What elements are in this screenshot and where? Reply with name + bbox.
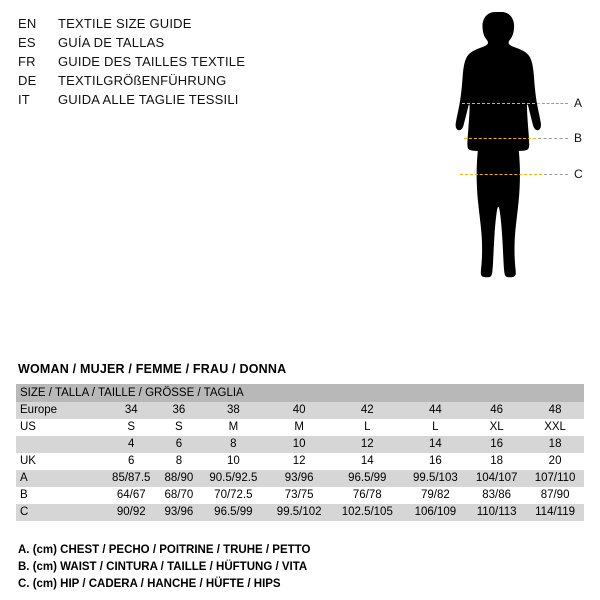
table-cell: XXL — [526, 419, 584, 436]
category-title: WOMAN / MUJER / FEMME / FRAU / DONNA — [18, 362, 287, 376]
table-cell: 85/87.5 — [104, 470, 158, 487]
table-cell: 99.5/103 — [404, 470, 468, 487]
marker-label-c: C — [574, 167, 583, 181]
table-cell: 64/67 — [104, 487, 158, 504]
marker-label-b: B — [574, 131, 583, 145]
table-cell: 36 — [158, 402, 199, 419]
table-cell: 4 — [104, 436, 158, 453]
language-title: GUIDA ALLE TAGLIE TESSILI — [58, 92, 239, 107]
table-cell: 114/119 — [526, 504, 584, 521]
table-cell: 90.5/92.5 — [199, 470, 267, 487]
note-waist: B. (cm) WAIST / CINTURA / TAILLE / HÜFTUNG / VITA — [18, 561, 308, 573]
hip-measure-line — [460, 174, 542, 175]
language-title: TEXTILE SIZE GUIDE — [58, 16, 192, 31]
table-cell: 12 — [331, 436, 404, 453]
table-cell: XL — [467, 419, 526, 436]
marker-label-a: A — [574, 96, 583, 110]
table-cell: 104/107 — [467, 470, 526, 487]
row-label: B — [16, 487, 104, 504]
row-label: Europe — [16, 402, 104, 419]
table-header-label: SIZE / TALLA / TAILLE / GRÖSSE / TAGLIA — [16, 384, 584, 402]
row-label: US — [16, 419, 104, 436]
table-cell: 79/82 — [404, 487, 468, 504]
table-cell: 16 — [404, 453, 468, 470]
table-cell: 6 — [104, 453, 158, 470]
table-cell: 106/109 — [404, 504, 468, 521]
row-label: C — [16, 504, 104, 521]
size-chart-table — [16, 384, 584, 521]
table-row — [16, 487, 584, 504]
hip-leader-line — [544, 174, 568, 175]
table-row — [16, 504, 584, 521]
table-cell: 107/110 — [526, 470, 584, 487]
table-cell: 99.5/102 — [267, 504, 331, 521]
table-cell: 16 — [467, 436, 526, 453]
language-row — [18, 92, 398, 111]
table-cell: 68/70 — [158, 487, 199, 504]
table-cell: 46 — [467, 402, 526, 419]
table-cell: 8 — [199, 436, 267, 453]
table-cell: 10 — [267, 436, 331, 453]
table-cell: 12 — [267, 453, 331, 470]
table-cell: 14 — [331, 453, 404, 470]
measurement-figure — [410, 8, 600, 368]
table-cell: 76/78 — [331, 487, 404, 504]
table-cell: 14 — [404, 436, 468, 453]
table-cell: 90/92 — [104, 504, 158, 521]
waist-leader-line — [538, 138, 568, 139]
table-cell: 40 — [267, 402, 331, 419]
row-label: UK — [16, 453, 104, 470]
table-cell: M — [199, 419, 267, 436]
table-row — [16, 470, 584, 487]
table-cell: 93/96 — [267, 470, 331, 487]
table-row — [16, 402, 584, 419]
table-cell: 70/72.5 — [199, 487, 267, 504]
table-cell: 20 — [526, 453, 584, 470]
waist-measure-line — [464, 138, 536, 139]
table-cell: 8 — [158, 453, 199, 470]
language-code: FR — [18, 54, 36, 69]
language-row — [18, 16, 398, 35]
note-chest: A. (cm) CHEST / PECHO / POITRINE / TRUHE / PETTO — [18, 544, 311, 556]
table-row — [16, 419, 584, 436]
language-row — [18, 35, 398, 54]
language-code: EN — [18, 16, 37, 31]
language-row — [18, 73, 398, 92]
female-body-silhouette-icon — [435, 8, 555, 368]
table-cell: 6 — [158, 436, 199, 453]
chest-measure-line — [462, 103, 540, 104]
table-row — [16, 453, 584, 470]
table-cell: 44 — [404, 402, 468, 419]
table-cell: 10 — [199, 453, 267, 470]
table-cell: 34 — [104, 402, 158, 419]
language-header-list — [18, 16, 398, 111]
table-cell: 87/90 — [526, 487, 584, 504]
table-row — [16, 436, 584, 453]
table-cell: 93/96 — [158, 504, 199, 521]
table-cell: 96.5/99 — [331, 470, 404, 487]
table-cell: 42 — [331, 402, 404, 419]
table-cell: S — [158, 419, 199, 436]
table-cell: 38 — [199, 402, 267, 419]
chest-leader-line — [542, 103, 568, 104]
table-cell: 83/86 — [467, 487, 526, 504]
table-cell: 73/75 — [267, 487, 331, 504]
language-title: GUIDE DES TAILLES TEXTILE — [58, 54, 246, 69]
language-row — [18, 54, 398, 73]
table-cell: L — [404, 419, 468, 436]
note-hip: C. (cm) HIP / CADERA / HANCHE / HÜFTE / HIPS — [18, 578, 281, 590]
table-cell: 88/90 — [158, 470, 199, 487]
table-cell: 48 — [526, 402, 584, 419]
table-cell: 102.5/105 — [331, 504, 404, 521]
table-cell: 18 — [467, 453, 526, 470]
table-header-row — [16, 384, 584, 402]
table-cell: 18 — [526, 436, 584, 453]
language-title: GUÍA DE TALLAS — [58, 35, 165, 50]
table-cell: S — [104, 419, 158, 436]
table-cell: L — [331, 419, 404, 436]
language-title: TEXTILGRÖßENFÜHRUNG — [58, 73, 227, 88]
measurement-notes — [18, 542, 310, 593]
table-cell: 110/113 — [467, 504, 526, 521]
table-cell: M — [267, 419, 331, 436]
row-label — [16, 436, 104, 453]
table-cell: 96.5/99 — [199, 504, 267, 521]
row-label: A — [16, 470, 104, 487]
language-code: IT — [18, 92, 30, 107]
language-code: DE — [18, 73, 37, 88]
language-code: ES — [18, 35, 36, 50]
